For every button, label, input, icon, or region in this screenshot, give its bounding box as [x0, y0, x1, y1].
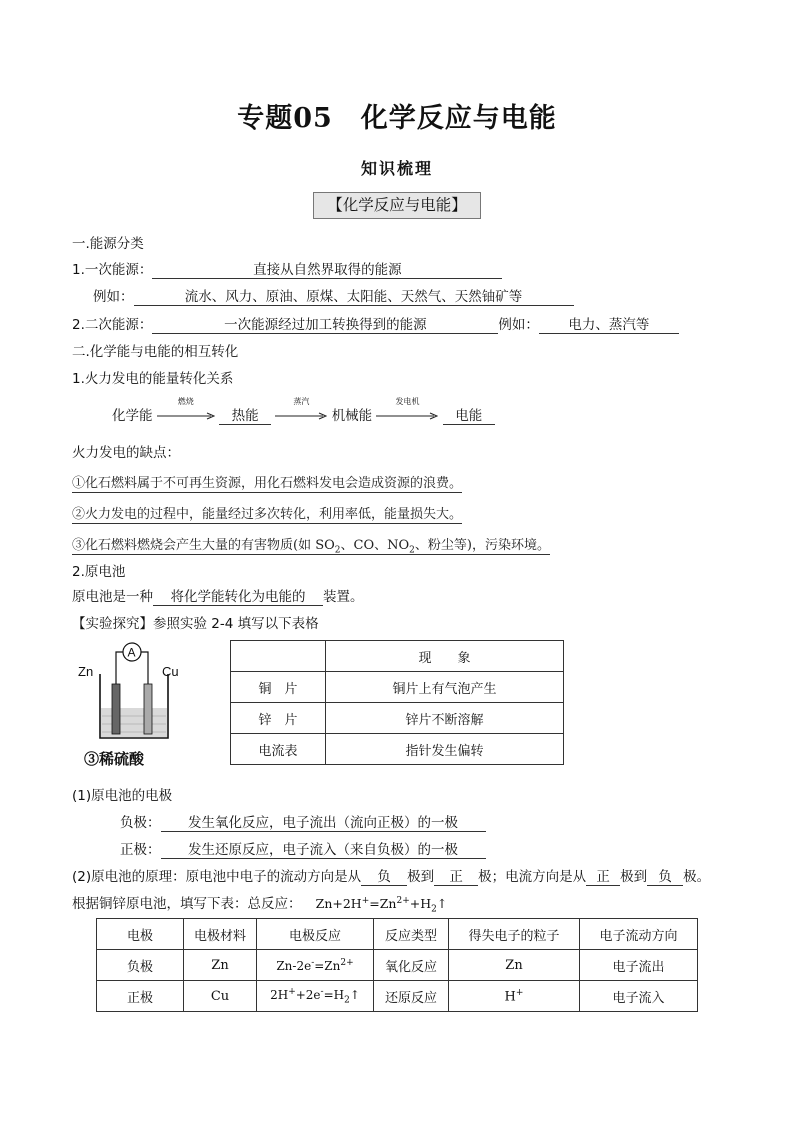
page-title: 专题05 化学反应与电能: [237, 103, 557, 134]
arrow-steam: [275, 397, 327, 424]
cell-principle-line: (2)原电池的原理：原电池中电子的流动方向是从 负 极到 正 极；电流方向是从 正 极到 负 极。: [72, 869, 711, 885]
total-reaction-equation: $Zn+2H^+=Zn^{2+}+H_2↑$: [302, 893, 462, 919]
principle-fill-4: 负: [647, 869, 683, 886]
drawback-3: ③化石燃料燃烧会产生大量的有害物质(如 $SO_2$、CO、$NO_2$、粉尘等)，污染环境。: [72, 538, 550, 556]
galvanic-cell-diagram: [76, 638, 194, 770]
diagram-caption: ③稀硫酸: [84, 751, 145, 768]
chain-heat-energy: 热能: [219, 408, 271, 425]
cell-table-row-negative: 负极 Zn $Zn-2e^-=Zn^{2+}$ 氧化反应 Zn 电子流出: [97, 950, 698, 981]
cell-table-header: 电极材料: [184, 919, 257, 950]
copper-label: Cu: [162, 664, 179, 679]
primary-example-label: 例如：: [93, 289, 134, 305]
galvanic-cell-definition: 原电池是一种 将化学能转化为电能的 装置。: [72, 589, 364, 605]
experiment-table: [230, 640, 564, 765]
cell-table-header: 得失电子的粒子: [449, 919, 580, 950]
principle-fill-3: 正: [586, 869, 620, 886]
exp-row-label: 锌 片: [231, 703, 326, 734]
drawback-1: ①化石燃料属于不可再生资源，用化石燃料发电会造成资源的浪费。: [72, 476, 463, 491]
ammeter-label: A: [127, 645, 136, 660]
arrow-combustion: [157, 397, 215, 424]
secondary-examples: 电力、蒸汽等: [539, 317, 679, 334]
cell-table: [96, 918, 698, 1012]
arrow-right-icon: [376, 412, 438, 420]
secondary-energy-definition: 一次能源经过加工转换得到的能源: [152, 317, 498, 334]
arrow-steam-label: 蒸汽: [293, 397, 310, 406]
chain-mechanical-energy: 机械能: [331, 408, 373, 424]
electrodes-heading: (1)原电池的电极: [72, 788, 173, 804]
positive-electrode-line: 正极： 发生还原反应，电子流入（来自负极）的一极: [120, 838, 486, 859]
drawback-2: ②火力发电的过程中，能量经过多次转化，利用率低，能量损失大。: [72, 507, 463, 522]
chain-chemical-energy: 化学能: [112, 408, 153, 424]
negative-electrode-fill: 发生氧化反应，电子流出（流向正极）的一极: [161, 815, 486, 832]
acid-solution: [101, 708, 167, 737]
exp-row-value: 指针发生偏转: [326, 734, 564, 765]
section-box: 【化学反应与电能】: [313, 192, 481, 219]
primary-energy-line: [72, 258, 502, 279]
positive-particle: H+: [449, 981, 580, 1012]
total-reaction-line: 根据铜锌原电池，填写下表：总反应： $Zn+2H^+=Zn^{2+}+H_2↑$: [72, 892, 462, 919]
secondary-energy-line: [72, 313, 679, 334]
galvanic-cell-definition-fill: 将化学能转化为电能的: [153, 589, 323, 606]
arrow-right-icon: [275, 412, 327, 420]
cell-table-header: 电极: [97, 919, 184, 950]
principle-fill-2: 正: [434, 869, 478, 886]
zinc-label: Zn: [78, 664, 94, 679]
energy-chain: [112, 397, 495, 425]
cell-table-header: 反应类型: [374, 919, 449, 950]
chain-electric-energy: 电能: [443, 408, 495, 425]
primary-energy-label: 1.一次能源：: [72, 262, 153, 278]
page-subtitle: 知识梳理: [360, 159, 433, 178]
primary-energy-definition: 直接从自然界取得的能源: [152, 262, 502, 279]
exp-table-header-phenomenon: 现 象: [326, 641, 564, 672]
arrow-combustion-label: 燃烧: [177, 397, 194, 406]
energy-classification-heading: 一.能源分类: [72, 236, 144, 252]
secondary-energy-label: 2.二次能源：: [72, 317, 153, 333]
galvanic-cell-heading: 2.原电池: [72, 564, 126, 580]
arrow-generator: [376, 397, 438, 424]
arrow-generator-label: 发电机: [395, 397, 420, 406]
exp-table-header-blank: [231, 641, 326, 672]
exp-row-value: 锌片不断溶解: [326, 703, 564, 734]
conversion-heading: 二.化学能与电能的相互转化: [72, 344, 239, 360]
exp-row-label: 电流表: [231, 734, 326, 765]
principle-fill-1: 负: [361, 869, 407, 886]
exp-row-value: 铜片上有气泡产生: [326, 672, 564, 703]
exp-row-label: 铜 片: [231, 672, 326, 703]
secondary-example-label: 例如：: [498, 317, 539, 333]
experiment-instruction: 【实验探究】参照实验 2-4 填写以下表格: [72, 616, 319, 632]
positive-reaction: $2H^++2e^-=H_2↑$: [257, 981, 374, 1012]
negative-electrode-line: 负极： 发生氧化反应，电子流出（流向正极）的一极: [120, 811, 486, 832]
primary-examples-line: [93, 285, 574, 306]
cell-table-row-positive: 正极 Cu $2H^++2e^-=H_2↑$ 还原反应 H+ 电子流入: [97, 981, 698, 1012]
primary-examples: 流水、风力、原油、原煤、太阳能、天然气、天然铀矿等: [134, 289, 574, 306]
drawbacks-heading: 火力发电的缺点：: [72, 445, 180, 461]
thermal-power-heading: 1.火力发电的能量转化关系: [72, 371, 234, 387]
zinc-electrode: [112, 684, 120, 734]
cell-table-header: 电子流动方向: [580, 919, 698, 950]
positive-electrode-fill: 发生还原反应，电子流入（来自负极）的一极: [161, 842, 486, 859]
negative-reaction: $Zn-2e^-=Zn^{2+}$: [257, 950, 374, 981]
copper-electrode: [144, 684, 152, 734]
arrow-right-icon: [157, 412, 215, 420]
cell-table-header: 电极反应: [257, 919, 374, 950]
